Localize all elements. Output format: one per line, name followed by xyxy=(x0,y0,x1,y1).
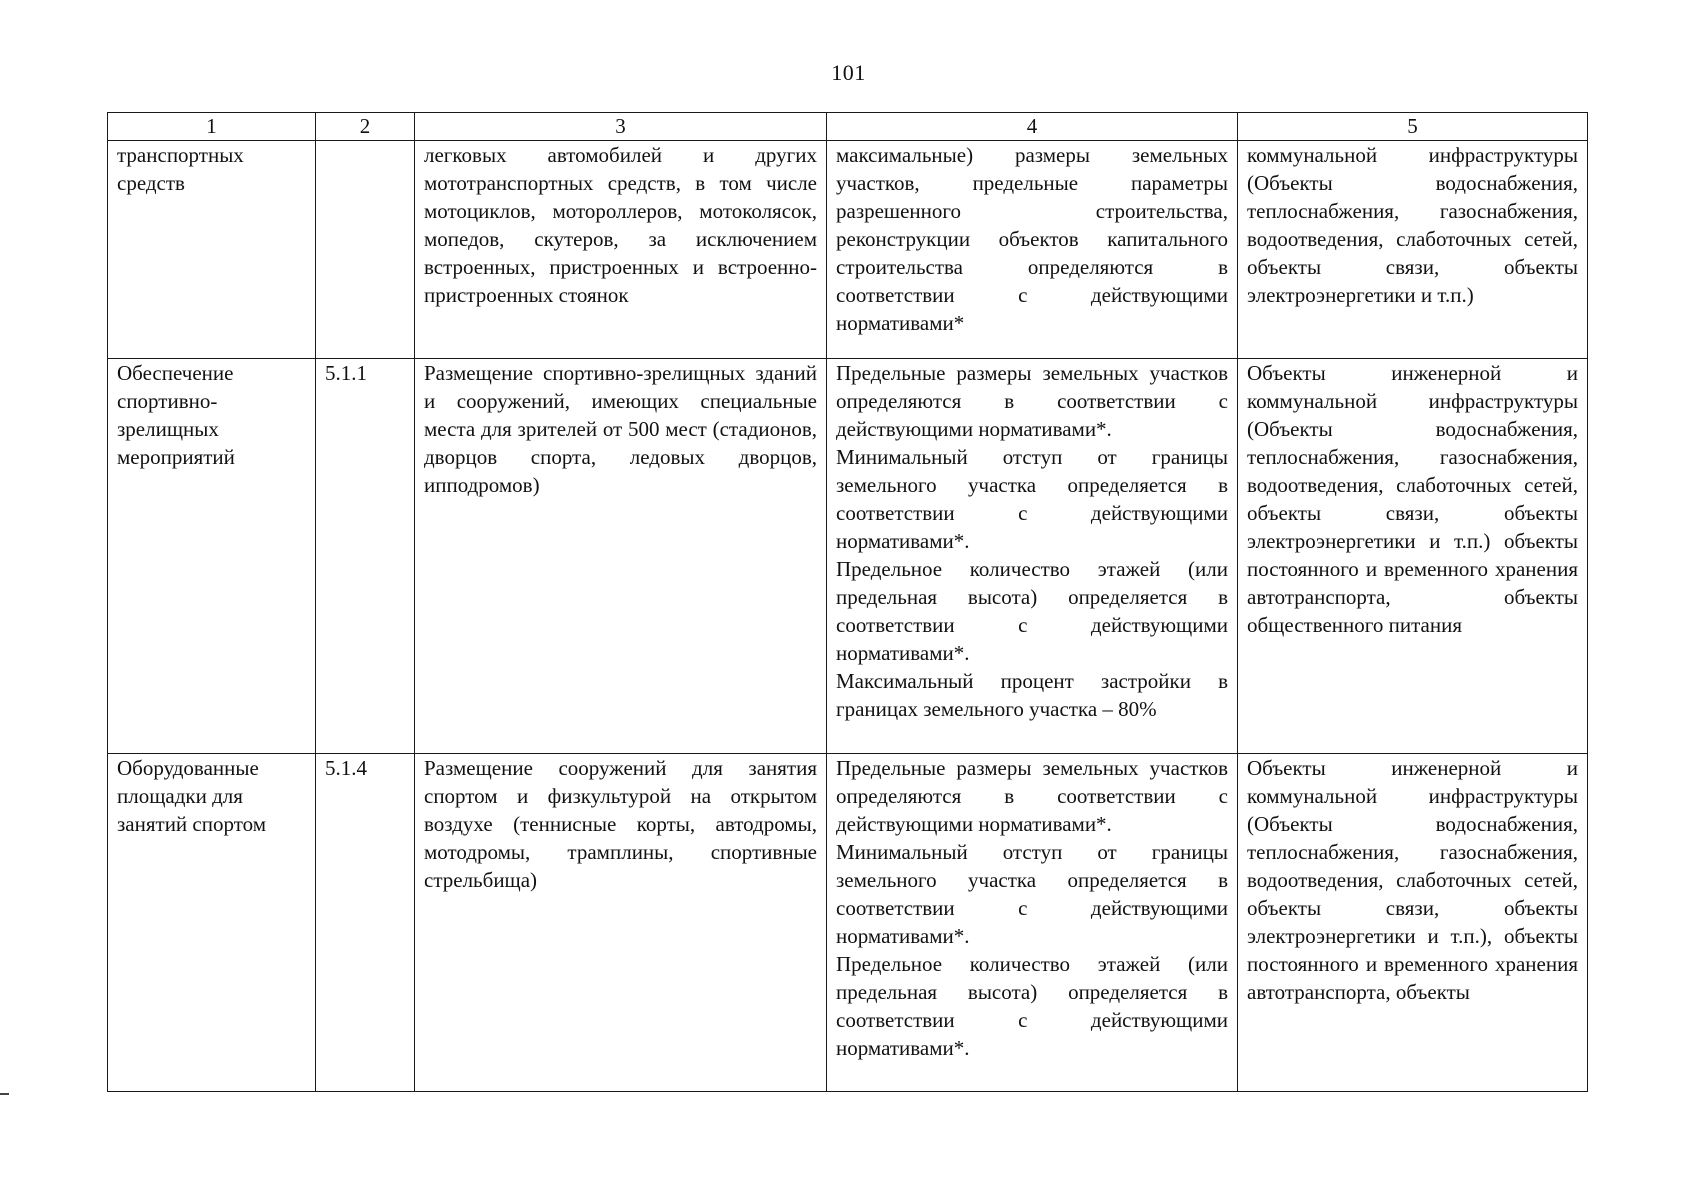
parameter-paragraph: Предельные размеры земельных участков определяются в соответствии с действующими нормативами*. xyxy=(836,361,1228,441)
parameter-paragraph: максимальные) размеры земельных участков, предельные параметры разрешенного строительства, реконструкции объектов капитального строительства определяются в соответствии с действующими нормативами* xyxy=(836,143,1228,335)
auxiliary-uses-cell: Объекты инженерной и коммунальной инфраструктуры (Объекты водоснабжения, теплоснабжения, газоснабжения, водоотведения, слаботочных сетей, объекты связи, объекты электроэнергетики и т.п.) объекты постоянного и временного хранения автотранспорта, объекты общественного питания xyxy=(1238,359,1588,754)
column-header: 5 xyxy=(1238,113,1588,141)
land-use-table xyxy=(107,112,1588,1092)
column-header: 4 xyxy=(827,113,1238,141)
margin-mark xyxy=(0,1093,9,1095)
use-description-cell: Размещение сооружений для занятия спортом и физкультурой на открытом воздухе (теннисные корты, автодромы, мотодромы, трамплины, спортивные стрельбища) xyxy=(415,754,827,1092)
use-name-cell: транспортных средств xyxy=(108,141,316,359)
parameter-paragraph: Минимальный отступ от границы земельного участка определяется в соответствии с действующими нормативами*. xyxy=(836,445,1228,553)
use-parameters-cell xyxy=(827,754,1238,1092)
page-number: 101 xyxy=(831,60,866,85)
use-code-cell: 5.1.4 xyxy=(316,754,415,1092)
column-header: 1 xyxy=(108,113,316,141)
use-code-cell xyxy=(316,141,415,359)
table-row xyxy=(108,359,1588,754)
parameter-paragraph: Предельные размеры земельных участков определяются в соответствии с действующими нормативами*. xyxy=(836,756,1228,836)
parameter-paragraph: Предельное количество этажей (или предельная высота) определяется в соответствии с действующими нормативами*. xyxy=(836,557,1228,665)
use-description-cell: Размещение спортивно-зрелищных зданий и сооружений, имеющих специальные места для зрителей от 500 мест (стадионов, дворцов спорта, ледовых дворцов, ипподромов) xyxy=(415,359,827,754)
column-header: 3 xyxy=(415,113,827,141)
use-parameters-cell xyxy=(827,141,1238,359)
table-row xyxy=(108,141,1588,359)
parameter-paragraph: Минимальный отступ от границы земельного участка определяется в соответствии с действующими нормативами*. xyxy=(836,840,1228,948)
use-name-cell: Обеспечение спортивно-зрелищных мероприятий xyxy=(108,359,316,754)
parameter-paragraph: Максимальный процент застройки в границах земельного участка – 80% xyxy=(836,669,1228,721)
use-name-cell: Оборудованные площадки для занятий спортом xyxy=(108,754,316,1092)
auxiliary-uses-cell: Объекты инженерной и коммунальной инфраструктуры (Объекты водоснабжения, теплоснабжения, газоснабжения, водоотведения, слаботочных сетей, объекты связи, объекты электроэнергетики и т.п.), объекты постоянного и временного хранения автотранспорта, объекты xyxy=(1238,754,1588,1092)
parameter-paragraph: Предельное количество этажей (или предельная высота) определяется в соответствии с действующими нормативами*. xyxy=(836,952,1228,1060)
use-description-cell: легковых автомобилей и других мототранспортных средств, в том числе мотоциклов, мотороллеров, мотоколясок, мопедов, скутеров, за исключением встроенных, пристроенных и встроенно-пристроенных стоянок xyxy=(415,141,827,359)
column-header: 2 xyxy=(316,113,415,141)
table-row xyxy=(108,754,1588,1092)
use-code-cell: 5.1.1 xyxy=(316,359,415,754)
header-row xyxy=(108,113,1588,141)
auxiliary-uses-cell: коммунальной инфраструктуры (Объекты водоснабжения, теплоснабжения, газоснабжения, водоотведения, слаботочных сетей, объекты связи, объекты электроэнергетики и т.п.) xyxy=(1238,141,1588,359)
use-parameters-cell xyxy=(827,359,1238,754)
